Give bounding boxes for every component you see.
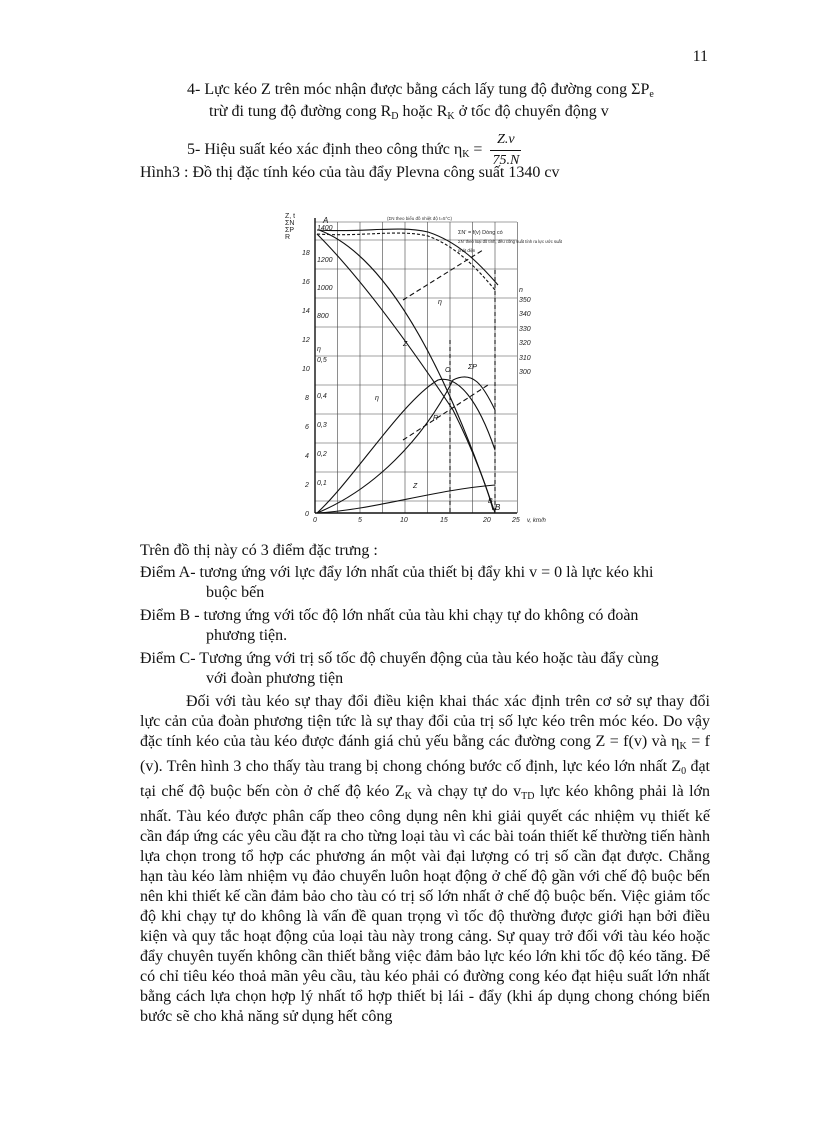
traction-chart-figure	[283, 210, 562, 525]
tick-x-10: 10	[400, 517, 408, 524]
tick-left-18: 18	[302, 250, 310, 257]
point-B-description: Điểm B - tương ứng với tốc độ lớn nhất của tàu khi chạy tự do không có đoàn phương tiện.	[140, 607, 639, 644]
tick-left-0: 0	[305, 511, 309, 518]
tick-left-12: 12	[302, 337, 310, 344]
curve-eta	[317, 379, 495, 513]
curve-label-eta-top: η	[438, 299, 442, 306]
tick-eta-05: 0,5	[317, 357, 327, 364]
y-axis-label-2: ΣN	[285, 220, 295, 227]
curve-label-C: C	[445, 367, 451, 374]
tick-right-300: 300	[519, 369, 531, 376]
tick-left-14: 14	[302, 308, 310, 315]
tick-right-310: 310	[519, 355, 531, 362]
page-number: 11	[692, 48, 708, 65]
point-A-description: Điểm A- tương ứng với lực đẩy lớn nhất của thiết bị đẩy khi v = 0 là lực kéo khi buộc bến	[140, 564, 654, 601]
tick-N-800: 800	[317, 313, 329, 320]
curve-label-R: R	[433, 415, 439, 422]
curve-label-B: B	[488, 498, 493, 505]
tick-right-330: 330	[519, 326, 531, 333]
formula-fraction: $\frac{Z.v}{75.N}$	[492, 132, 520, 168]
tick-right-350: 350	[519, 297, 531, 304]
legend-line-1: ΣN' = f(v) Dòng có	[458, 230, 503, 236]
tick-x-25: 25	[512, 517, 520, 524]
point-B-label: B	[495, 503, 501, 512]
curve-label-eta: η	[375, 395, 379, 402]
tick-eta-03: 0,3	[317, 422, 327, 429]
x-axis-label: v, km/h	[527, 518, 546, 524]
tick-left-4: 4	[305, 453, 309, 460]
item-4-line-1: 4- Lực kéo Z trên móc nhận được bằng cách lấy tung độ đường cong $\Sigma P_e$	[187, 81, 654, 100]
item-5-formula: 5- Hiệu suất kéo xác định theo công thức $\eta_K$ = $\frac{Z.v}{75.N}$	[187, 130, 521, 171]
tick-left-6: 6	[305, 424, 309, 431]
point-A-label: A	[323, 216, 329, 225]
tick-right-340: 340	[519, 311, 531, 318]
curve-label-Z: Z	[403, 341, 408, 348]
item-4-line-2: trừ đi tung độ đường cong $R_D$ hoặc $R_K$ ở tốc độ chuyển động v	[209, 103, 609, 122]
tick-x-0: 0	[313, 517, 317, 524]
chart-note: (ΣN theo biểu đồ nhiệt độ t=5°C)	[387, 216, 452, 221]
legend-line-3: phát điện	[458, 248, 476, 253]
right-axis-label: n	[519, 287, 523, 294]
y-axis-label-1: Z, t	[285, 213, 296, 220]
y-axis-label-3: ΣP	[285, 227, 294, 234]
tick-eta-04: 0,4	[317, 393, 327, 400]
tick-right-320: 320	[519, 340, 531, 347]
curve-Z-small	[317, 485, 495, 513]
tick-left-8: 8	[305, 395, 309, 402]
tick-N-1400: 1400	[317, 225, 333, 232]
curve-R	[317, 377, 495, 513]
section-intro: Trên đồ thị này có 3 điểm đặc trưng :	[140, 542, 378, 559]
tick-N-1000: 1000	[317, 285, 333, 292]
y-axis-label-4: R	[285, 234, 291, 241]
tick-left-16: 16	[302, 279, 310, 286]
tick-eta-01: 0,1	[317, 480, 327, 487]
tick-x-20: 20	[483, 517, 491, 524]
point-C-description: Điểm C- Tương ứng với trị số tốc độ chuyển động của tàu kéo hoặc tàu đẩy cùng với đoàn phương tiện	[140, 650, 659, 687]
tick-x-15: 15	[440, 517, 448, 524]
tick-eta-02: 0,2	[317, 451, 327, 458]
tick-left-10: 10	[302, 366, 310, 373]
legend-line-2: ΣN' theo loại đồ tính, đều công suất tính ra lực ước suất	[458, 239, 562, 244]
body-paragraph: Đối với tàu kéo sự thay đổi điều kiện khai thác xác định trên cơ sở sự thay đổi lực cản của đoàn phương tiện tức là sự thay đổi của trị số lực kéo trên móc kéo. Do vậy đặc tính kéo của tàu kéo được đánh giá chủ yếu bằng các đường cong Z = f(v) và $\eta_K = f$ (v). Trên hình 3 cho thấy tàu trang bị chong chóng bước cố định, lực kéo lớn nhất $Z_0$ đạt tại chế độ buộc bến còn ở chế độ kéo $Z_K$ và chạy tự do $v_{TD}$ lực kéo không phải là lớn nhất. Tàu kéo được phân cấp theo công dụng nên khi giải quyết các nhiệm vụ thiết kế cần đáp ứng các yêu cầu đặt ra cho từng loại tàu vì các bài toán thiết kế thường tiến hành lựa chọn trong tổ hợp các phương án một vài đại lượng có trị số cần đạt được. Chẳng hạn tàu kéo làm nhiệm vụ đảo chuyển luôn hoạt động ở chế độ gần với chế độ buộc bến nên khi thiết kế cần đảm bảo cho tàu có trị số lớn nhất ở chế độ buộc bến. Việc giảm tốc độ khi chạy tự do không là vấn đề quan trọng vì tốc độ thường được giới hạn bởi điều kiện và quy tắc hoạt động của loại tàu này trong cảng. Sự quay trở đối với tàu kéo hoặc đẩy chuyên tuyến không cần thiết bằng việc đảm bảo lực kéo lớn khi tốc độ kéo tăng. Để có chỉ tiêu kéo thoả mãn yêu cầu, tàu kéo phải có đường cong kéo đạt hiệu suất lớn nhất bằng cách lựa chọn hợp lý nhất tổ hợp thiết bị lái - đẩy (khi áp dụng chong chóng biến bước sẽ cho khả năng sử dụng hết công	[140, 693, 711, 1025]
figure-caption: Hình3 : Đồ thị đặc tính kéo của tàu đẩy Plevna công suất 1340 cv	[140, 164, 560, 181]
curve-label-Z-small: Z	[413, 483, 418, 490]
tick-left-2: 2	[305, 482, 309, 489]
curve-sumP	[319, 230, 495, 513]
tick-x-5: 5	[358, 517, 362, 524]
tick-N-1200: 1200	[317, 257, 333, 264]
curve-label-sumP: ΣP	[468, 364, 477, 371]
eta-axis-label: η	[317, 346, 321, 353]
curve-nB	[403, 250, 483, 300]
